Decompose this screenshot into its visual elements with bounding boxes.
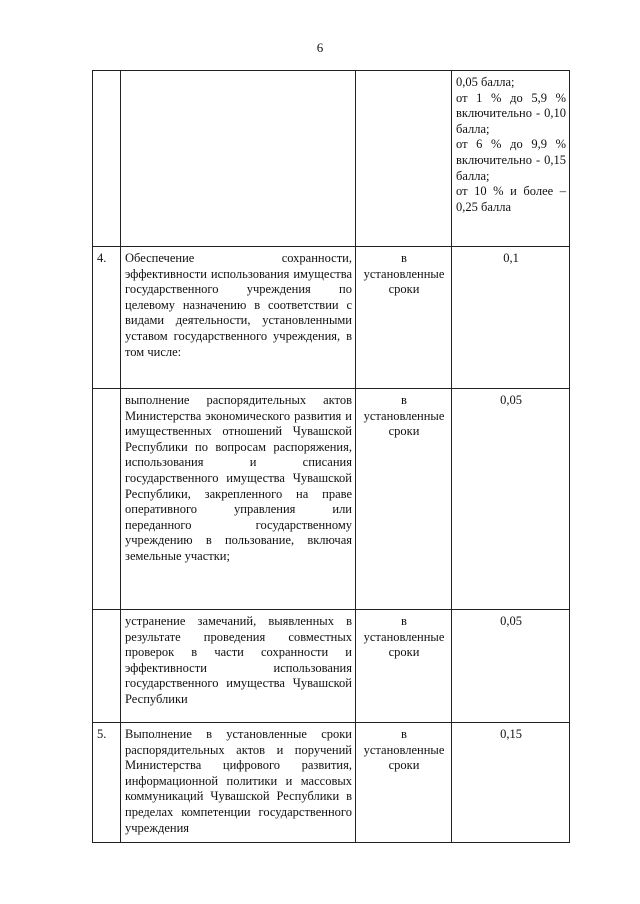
criteria-table (92, 70, 570, 843)
cell-description: выполнение распорядительных актов Министерства экономического развития и имущественных отношений Чувашской Республики по вопросам распоряжения, использования и списания государственного имущества Чувашской Республики, закрепленного на праве оперативного управления или переданного государственному учреждению в пользование, включая земельные участки; (121, 389, 356, 610)
cell-term: в установленные сроки (356, 723, 452, 843)
cell-term: в установленные сроки (356, 610, 452, 723)
cell-score: 0,15 (452, 723, 570, 843)
table-row (93, 610, 570, 723)
cell-term: в установленные сроки (356, 247, 452, 389)
table-row-continuation (93, 71, 570, 247)
table-row (93, 247, 570, 389)
cell-score: 0,1 (452, 247, 570, 389)
score-line: от 1 % до 5,9 % включительно - 0,10 балла; (456, 90, 566, 136)
cell-description: Обеспечение сохранности, эффективности использования имущества государственного учреждения по целевому назначению в соответствии с видами деятельности, установленными уставом государственного учреждения, в том числе: (121, 247, 356, 389)
cell-description: устранение замечаний, выявленных в результате проведения совместных проверок в части сохранности и эффективности использования государственного имущества Чувашской Республики (121, 610, 356, 723)
score-line: от 6 % до 9,9 % включительно - 0,15 балла; (456, 137, 566, 183)
cell-num: 4. (93, 247, 121, 389)
cell-description (121, 71, 356, 247)
cell-description: Выполнение в установленные сроки распорядительных актов и поручений Министерства цифрового развития, информационной политики и массовых коммуникаций Чувашской Республики в пределах компетенции государственного учреждения (121, 723, 356, 843)
table-row (93, 723, 570, 843)
cell-score-scale (452, 71, 570, 247)
cell-score: 0,05 (452, 389, 570, 610)
table-row (93, 389, 570, 610)
cell-score: 0,05 (452, 610, 570, 723)
cell-num: 5. (93, 723, 121, 843)
cell-num (93, 610, 121, 723)
score-line: 0,05 балла; (456, 75, 515, 89)
score-line: от 10 % и более – 0,25 балла (456, 184, 566, 214)
page-number: 6 (316, 40, 324, 55)
cell-term (356, 71, 452, 247)
cell-num (93, 71, 121, 247)
cell-num (93, 389, 121, 610)
cell-term: в установленные сроки (356, 389, 452, 610)
